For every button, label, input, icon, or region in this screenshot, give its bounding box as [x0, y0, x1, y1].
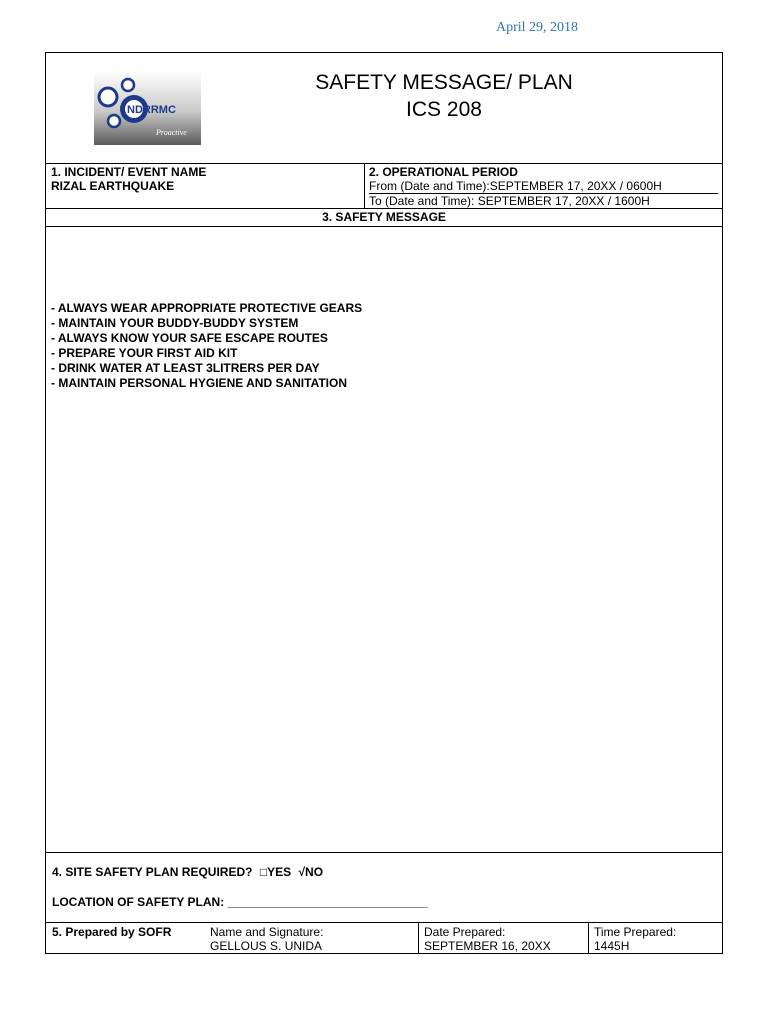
- date-prepared-cell: [424, 925, 551, 953]
- date-prepared-label: Date Prepared:: [424, 925, 506, 939]
- column-divider: [418, 923, 419, 954]
- yes-option: □YES: [259, 865, 292, 879]
- column-divider: [588, 923, 589, 954]
- incident-label: 1. INCIDENT/ EVENT NAME: [51, 165, 207, 179]
- no-option: √NO: [298, 865, 324, 879]
- prepared-by-label: 5. Prepared by SOFR: [52, 925, 172, 939]
- column-divider: [364, 164, 365, 208]
- document-date: April 29, 2018: [496, 20, 579, 35]
- operational-period-from: From (Date and Time):SEPTEMBER 17, 20XX / 0600H: [369, 179, 718, 194]
- site-safety-section: [46, 853, 722, 923]
- form-title: [206, 69, 682, 123]
- name-signature-label: Name and Signature:: [210, 925, 324, 939]
- ics-208-form: [45, 52, 723, 954]
- safety-message-header: 3. SAFETY MESSAGE: [46, 209, 722, 227]
- location-line: [52, 895, 428, 909]
- site-safety-question: 4. SITE SAFETY PLAN REQUIRED?: [52, 865, 253, 879]
- operational-period-label: 2. OPERATIONAL PERIOD: [369, 165, 518, 179]
- logo-tagline: Proactive: [156, 128, 187, 137]
- logo-text: NDRRMC: [127, 104, 176, 116]
- date-prepared-value: SEPTEMBER 16, 20XX: [424, 939, 551, 953]
- time-prepared-value: 1445H: [594, 939, 630, 953]
- list-item: - DRINK WATER AT LEAST 3LITRERS PER DAY: [51, 361, 320, 375]
- name-signature-cell: [210, 925, 323, 953]
- list-item: - ALWAYS KNOW YOUR SAFE ESCAPE ROUTES: [51, 331, 328, 345]
- list-item: - MAINTAIN PERSONAL HYGIENE AND SANITATION: [51, 376, 348, 390]
- location-label: LOCATION OF SAFETY PLAN:: [52, 895, 225, 909]
- time-prepared-cell: [594, 925, 676, 953]
- location-field: ______________________________: [227, 895, 428, 909]
- time-prepared-label: Time Prepared:: [594, 925, 677, 939]
- incident-cell: [51, 164, 361, 193]
- ndrrmc-logo: [94, 71, 201, 145]
- safety-message-body: [46, 227, 722, 853]
- safety-message-list: [51, 301, 362, 391]
- operational-period-to: To (Date and Time): SEPTEMBER 17, 20XX / 1600H: [369, 194, 650, 208]
- prepared-by-section: [46, 923, 722, 954]
- list-item: - PREPARE YOUR FIRST AID KIT: [51, 346, 238, 360]
- form-title-line2: ICS 208: [406, 98, 482, 121]
- list-item: - ALWAYS WEAR APPROPRIATE PROTECTIVE GEARS: [51, 301, 363, 315]
- incident-name: RIZAL EARTHQUAKE: [51, 179, 175, 193]
- operational-period-cell: [369, 164, 718, 208]
- preparer-name: GELLOUS S. UNIDA: [210, 939, 323, 953]
- incident-section: [46, 164, 722, 209]
- site-safety-question-line: [52, 865, 327, 879]
- form-title-line1: SAFETY MESSAGE/ PLAN: [315, 71, 573, 94]
- form-header: [46, 53, 722, 164]
- list-item: - MAINTAIN YOUR BUDDY-BUDDY SYSTEM: [51, 316, 299, 330]
